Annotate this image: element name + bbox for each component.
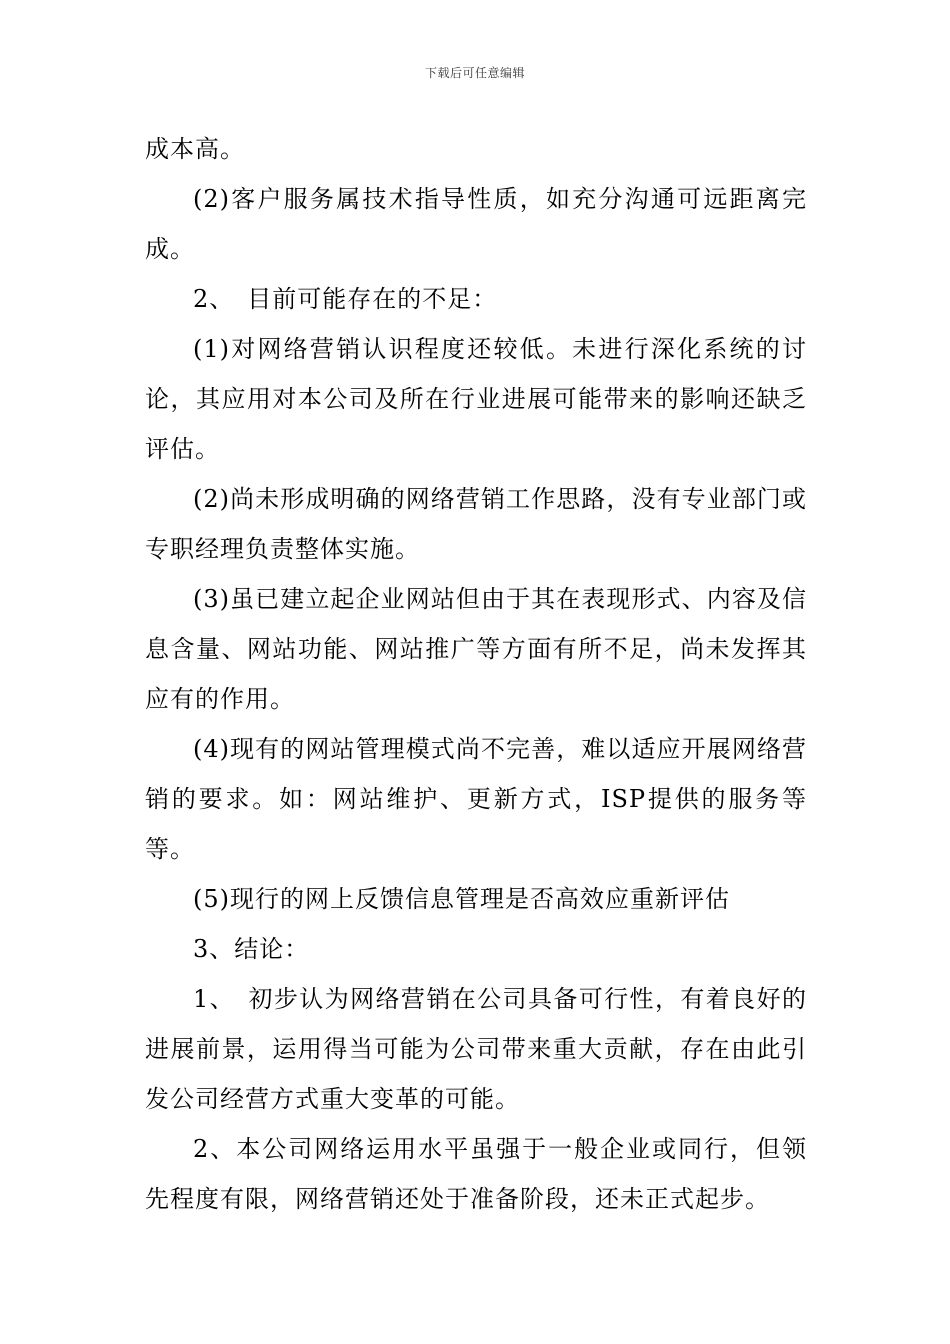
page-header: 下载后可任意编辑 [424,66,525,80]
paragraph-2: (2)客户服务属技术指导性质，如充分沟通可远距离完成。 [145,185,807,263]
paragraph-5: (2)尚未形成明确的网络营销工作思路，没有专业部门或专职经理负责整体实施。 [145,485,807,563]
paragraph-1: 成本高。 [145,135,245,163]
paragraph-4: (1)对网络营销认识程度还较低。未进行深化系统的讨论，其应用对本公司及所在行业进展可能带来的影响还缺乏评估。 [145,335,807,463]
paragraph-3: 2、 目前可能存在的不足： [193,285,498,313]
paragraph-9: 3、结论： [193,935,310,963]
paragraph-7: (4)现有的网站管理模式尚不完善，难以适应开展网络营销的要求。如：网站维护、更新方式，ISP提供的服务等等。 [145,735,807,863]
paragraph-10: 1、 初步认为网络营销在公司具备可行性，有着良好的进展前景，运用得当可能为公司带来重大贡献，存在由此引发公司经营方式重大变革的可能。 [145,985,807,1113]
paragraph-11: 2、本公司网络运用水平虽强于一般企业或同行，但领先程度有限，网络营销还处于准备阶段，还未正式起步。 [145,1135,807,1213]
paragraph-8: (5)现行的网上反馈信息管理是否高效应重新评估 [193,885,730,913]
document-body [145,124,807,1224]
paragraph-6: (3)虽已建立起企业网站但由于其在表现形式、内容及信息含量、网站功能、网站推广等方面有所不足，尚未发挥其应有的作用。 [145,585,807,713]
